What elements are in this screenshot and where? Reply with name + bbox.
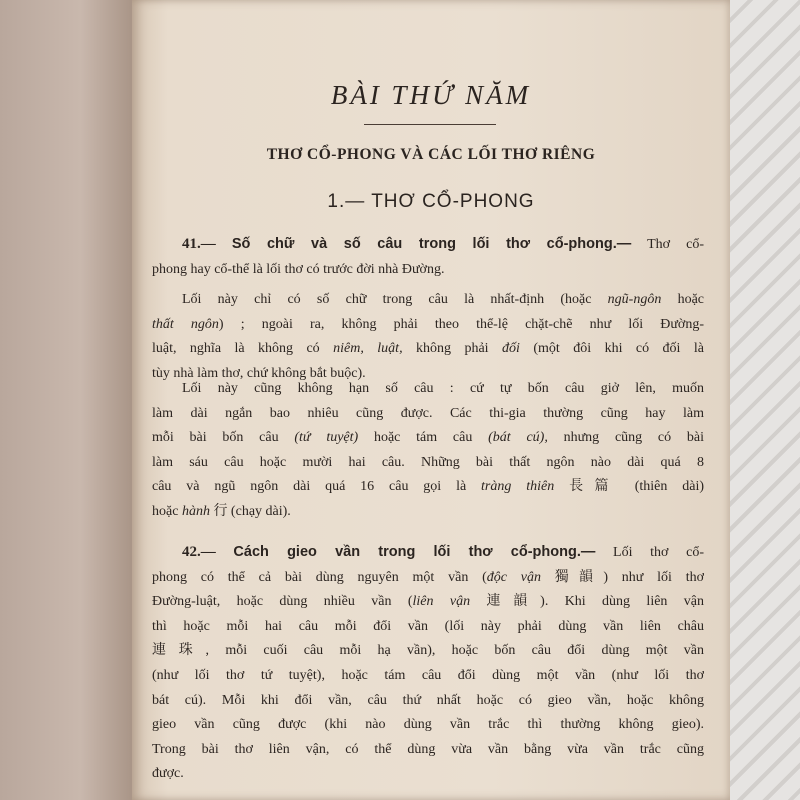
text-segment: phong có thể cả bài dùng nguyên một vần ( [152, 569, 487, 585]
text-segment: Thơ cổ- [647, 237, 704, 252]
text-segment: 獨韻) như lối thơ [540, 569, 704, 585]
text-segment: Đường-luật, hoặc dùng nhiều vần ( [152, 594, 413, 610]
text-segment: câu và ngũ ngôn dài quá 16 câu gọi là [152, 479, 482, 495]
text-line [152, 590, 704, 615]
italic-term: đối [502, 341, 520, 357]
text-segment: nhưng cũng có bài [547, 430, 704, 446]
text-segment: Lối thơ cổ- [613, 545, 704, 560]
text-segment: ) ; ngoài ra, không phải theo thể-lệ chặt-chẽ như lối Đường- [218, 316, 704, 332]
text-segment: không phải [402, 341, 503, 357]
text-segment: 連韻). Khi dùng liên vận [470, 594, 704, 610]
text-line: bát cú). Mỗi khi đổi vần, câu thứ nhất hoặc có gieo vần, hoặc không [152, 692, 704, 708]
text-segment: hoặc [152, 503, 182, 519]
text-line [152, 232, 704, 258]
italic-term: tràng thiên [481, 479, 555, 495]
text-line [152, 540, 704, 566]
subsection-heading: 1.— THƠ CỔ-PHONG [327, 191, 535, 212]
text-line [152, 475, 704, 500]
italic-term: niêm, luật, [333, 341, 403, 357]
paragraph-number: 42.— [182, 544, 216, 560]
text-line: làm sáu câu hoặc mười hai câu. Những bài thất ngôn nào dài quá 8 [152, 454, 704, 470]
italic-term: (tứ tuyệt) [294, 430, 359, 446]
text-segment: mỗi bài bốn câu [152, 430, 295, 446]
title-rule [364, 124, 496, 125]
text-line: làm dài ngắn bao nhiêu cũng được. Các thi-gia thường cũng hay làm [152, 405, 704, 421]
text-line: phong hay cổ-thể là lối thơ có trước đời nhà Đường. [152, 261, 445, 277]
italic-term: hành [181, 503, 210, 519]
text-segment: hoặc tám câu [358, 430, 489, 446]
text-segment: luật, nghĩa là không có [152, 341, 334, 357]
italic-term: thất ngôn [152, 316, 219, 332]
text-line [152, 566, 704, 591]
text-line [152, 337, 704, 362]
background-right [728, 0, 800, 800]
italic-term: liên vận [412, 594, 471, 610]
paragraph-number: 41.— [182, 236, 216, 252]
book-page [132, 0, 730, 800]
paragraph-41 [152, 232, 704, 282]
section-heading: THƠ CỔ-PHONG VÀ CÁC LỐI THƠ RIÊNG [266, 146, 596, 163]
text-line [152, 288, 704, 313]
text-line: 連珠, mỗi cuối câu mỗi hạ vần), hoặc bốn câu đổi dùng một vần [152, 643, 704, 659]
italic-term: ngũ-ngôn [607, 292, 662, 307]
paragraph-heading: Cách gieo vần trong lối thơ cổ-phong.— [233, 544, 596, 560]
text-line: thì hoặc mỗi hai câu mỗi đổi vần (lối này phải dùng vần liên châu [152, 618, 704, 634]
text-line: gieo vần cũng được (khi nào dùng vần trắc thì thường không gieo). [152, 717, 704, 733]
text-line [152, 313, 704, 338]
text-line: tùy nhà làm thơ, chứ không bắt buộc). [152, 365, 366, 381]
text-line: Lối này cũng không hạn số câu : cứ tự bốn câu giở lên, muốn [182, 381, 704, 396]
paragraph-heading: Số chữ và số câu trong lối thơ cổ-phong.— [231, 236, 632, 252]
text-line: Trong bài thơ liên vận, có thể dùng vừa vần bằng vừa vần trắc cũng [152, 741, 704, 757]
text-segment: 行 (chạy dài). [209, 503, 291, 519]
text-segment: 長篇 (thiên dài) [554, 479, 704, 495]
text-line [152, 426, 704, 451]
text-segment: Lối này chỉ có số chữ trong câu là nhất-định (hoặc [182, 292, 608, 307]
chapter-title: BÀI THỨ NĂM [330, 80, 532, 110]
text-line: được. [152, 766, 184, 782]
text-segment: (một đôi khi có đối là [519, 341, 704, 357]
paragraph-2 [152, 288, 704, 386]
paragraph-42 [152, 540, 704, 787]
text-line [152, 500, 704, 525]
italic-term: độc vận [486, 569, 541, 585]
text-line: (như lối thơ tứ tuyệt), hoặc tám câu đổi dùng một vần (như lối thơ [152, 667, 704, 683]
text-segment: hoặc [661, 292, 704, 307]
background-left [0, 0, 134, 800]
paragraph-3 [152, 377, 704, 525]
italic-term: (bát cú), [488, 430, 548, 446]
